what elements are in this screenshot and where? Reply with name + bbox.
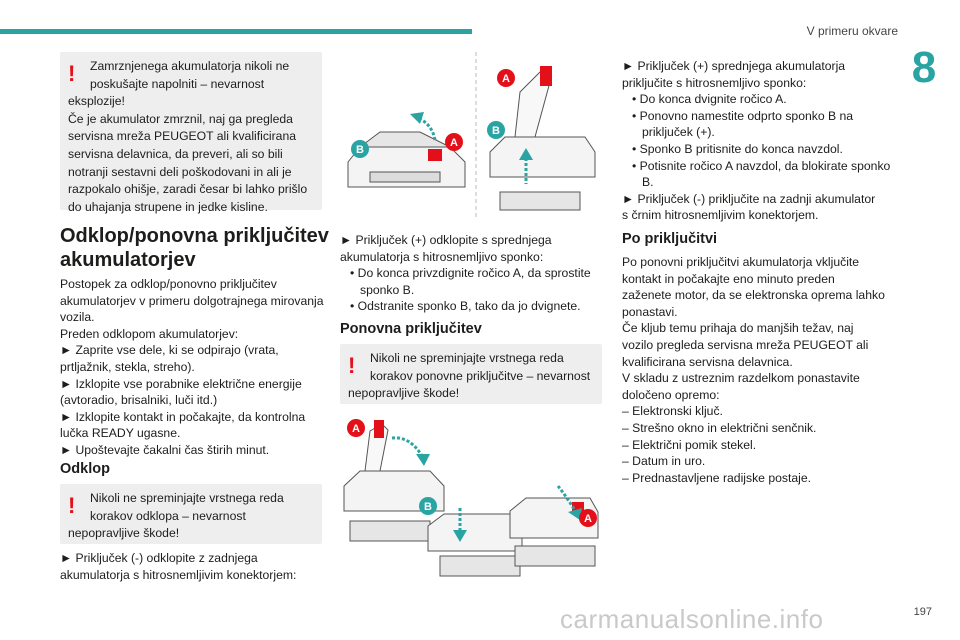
warning-line: Če je akumulator zmrznil, naj ga pregleda xyxy=(68,111,293,126)
label-b-right: B xyxy=(492,125,500,137)
text-line: ► Priključek (-) priključite na zadnji akumulator xyxy=(622,191,876,206)
list-item: – Prednastavljene radijske postaje. xyxy=(622,470,812,485)
warning-icon: ! xyxy=(348,353,356,378)
label-b: B xyxy=(356,144,364,156)
text-line: V skladu z ustreznim razdelkom ponastavite xyxy=(622,371,860,386)
sub-heading-after: Po priključitvi xyxy=(622,231,718,247)
chapter-number: 8 xyxy=(911,43,937,92)
text-line: ► Priključek (+) sprednjega akumulatorja xyxy=(622,59,846,73)
warning-line: razpokalo ohišje, zaradi česar bi lahko prišlo xyxy=(68,182,308,197)
label-b: B xyxy=(424,501,432,513)
text-line: vozilo pregleda servisna mreža PEUGEOT ali xyxy=(622,337,869,352)
text-line: kontakt in počakajte eno minuto preden xyxy=(622,271,835,286)
warning-icon: ! xyxy=(68,493,76,518)
warning-line: nepopravljive škode! xyxy=(348,386,460,401)
col3-after-text xyxy=(622,254,894,486)
text-line: s črnim hitrosnemljivim konektorjem. xyxy=(622,208,819,223)
sub-heading-disconnect: Odklop xyxy=(60,461,110,477)
text-line: prtljažnik, stekla, streho). xyxy=(60,359,195,374)
list-item: – Električni pomik stekel. xyxy=(622,437,757,452)
warning-text-first: Zamrznjenega akumulatorja nikoli ne poskušajte napolniti – nevarnost xyxy=(90,59,290,91)
col3-reconnect-step xyxy=(622,58,894,224)
text-line: določeno opremo: xyxy=(622,387,720,402)
warning-reconnect-order xyxy=(340,344,602,404)
section-heading: Odklop/ponovna priključitev akumulatorjev xyxy=(60,225,329,271)
clamp-illustration xyxy=(340,52,602,218)
label-a: A xyxy=(450,137,458,149)
warning-line: do uhajanja strupene in jedke kisline. xyxy=(68,199,268,214)
bullet-item: • Sponko B pritisnite do konca navzdol. xyxy=(632,141,843,156)
warning-line: notranji sestavni deli poškodovani in ali je xyxy=(68,164,292,179)
reconnect-illustration xyxy=(340,416,602,586)
bullet-item: • Ponovno namestite odprto sponko B na priključek (+). xyxy=(632,108,854,140)
warning-line: eksplozije! xyxy=(68,94,125,109)
warning-frozen-battery xyxy=(60,52,322,214)
text-line: ► Priključek (-) odklopite z zadnjega xyxy=(60,551,258,565)
text-line: ► Zaprite vse dele, ki se odpirajo (vrata, xyxy=(60,343,279,358)
warning-line: servisna mreža PEUGEOT ali kvalificirana xyxy=(68,129,297,144)
text-line: ► Izklopite kontakt in počakajte, da kontrolna xyxy=(60,409,306,424)
text-line: kvalificirana servisna delavnica. xyxy=(622,354,793,369)
text-line: akumulatorja s hitrosnemljivim konektorjem: xyxy=(60,567,297,582)
text-line: ► Upoštevajte čakalni čas štirih minut. xyxy=(60,442,270,457)
list-item: – Elektronski ključ. xyxy=(622,404,723,419)
text-line: ► Priključek (+) odklopite s sprednjega xyxy=(340,233,552,247)
bullet-item: • Potisnite ročico A navzdol, da blokirate sponko B. xyxy=(632,158,891,190)
text-line: Postopek za odklop/ponovno priključitev xyxy=(60,277,277,291)
text-line: Po ponovni priključitvi akumulatorja vključite xyxy=(622,255,860,269)
warning-icon: ! xyxy=(68,61,76,86)
text-line: Preden odklopom akumulatorjev: xyxy=(60,326,239,341)
section-title: V primeru okvare xyxy=(806,24,898,38)
text-line: vozila. xyxy=(60,310,95,325)
label-a-right: A xyxy=(584,513,592,525)
text-line: Če kljub temu prihaja do manjših težav, naj xyxy=(622,321,854,336)
warning-text-first: Nikoli ne spreminjajte vrstnega reda korakov odklopa – nevarnost xyxy=(90,491,284,523)
page-number: 197 xyxy=(913,606,932,618)
list-item: – Strešno okno in električni senčnik. xyxy=(622,420,817,435)
warning-disconnect-order xyxy=(60,484,322,544)
text-line: priključite s hitrosnemljivo sponko: xyxy=(622,75,807,90)
text-line: ► Izklopite vse porabnike električne energije xyxy=(60,376,302,391)
figure-disconnect-clamp xyxy=(340,52,602,218)
label-a: A xyxy=(352,423,360,435)
bullet-item: • Odstranite sponko B, tako da jo dvignete. xyxy=(350,299,581,314)
list-item: – Datum in uro. xyxy=(622,454,706,469)
text-line: zaženete motor, da se elektronska oprema lahko xyxy=(622,288,885,303)
figure-reconnect-clamp xyxy=(340,416,602,586)
text-line: (avtoradio, brisalniki, luči itd.) xyxy=(60,393,218,408)
warning-line: servisna delavnica, da preveri, ali so bili xyxy=(68,146,283,161)
label-a-right: A xyxy=(502,73,510,85)
bullet-item: • Do konca privzdignite ročico A, da sprostite sponko B. xyxy=(350,266,591,297)
text-line: akumulatorjev v primeru dolgotrajnega mirovanja xyxy=(60,293,324,308)
header-accent-bar xyxy=(0,29,472,34)
bullet-item: • Do konca dvignite ročico A. xyxy=(632,92,787,107)
text-line: lučka READY ugasne. xyxy=(60,426,181,441)
intro-text xyxy=(60,276,330,459)
col2-step xyxy=(340,232,610,315)
text-line: akumulatorja s hitrosnemljivo sponko: xyxy=(340,249,544,264)
text-line: ponastavi. xyxy=(622,304,678,319)
watermark: carmanualsonline.info xyxy=(560,604,824,634)
sub-heading-reconnect: Ponovna priključitev xyxy=(340,321,482,337)
warning-text-first: Nikoli ne spreminjajte vrstnega reda korakov ponovne priključitve – nevarnost xyxy=(370,351,591,383)
disconnect-step xyxy=(60,550,330,583)
warning-line: nepopravljive škode! xyxy=(68,526,180,541)
